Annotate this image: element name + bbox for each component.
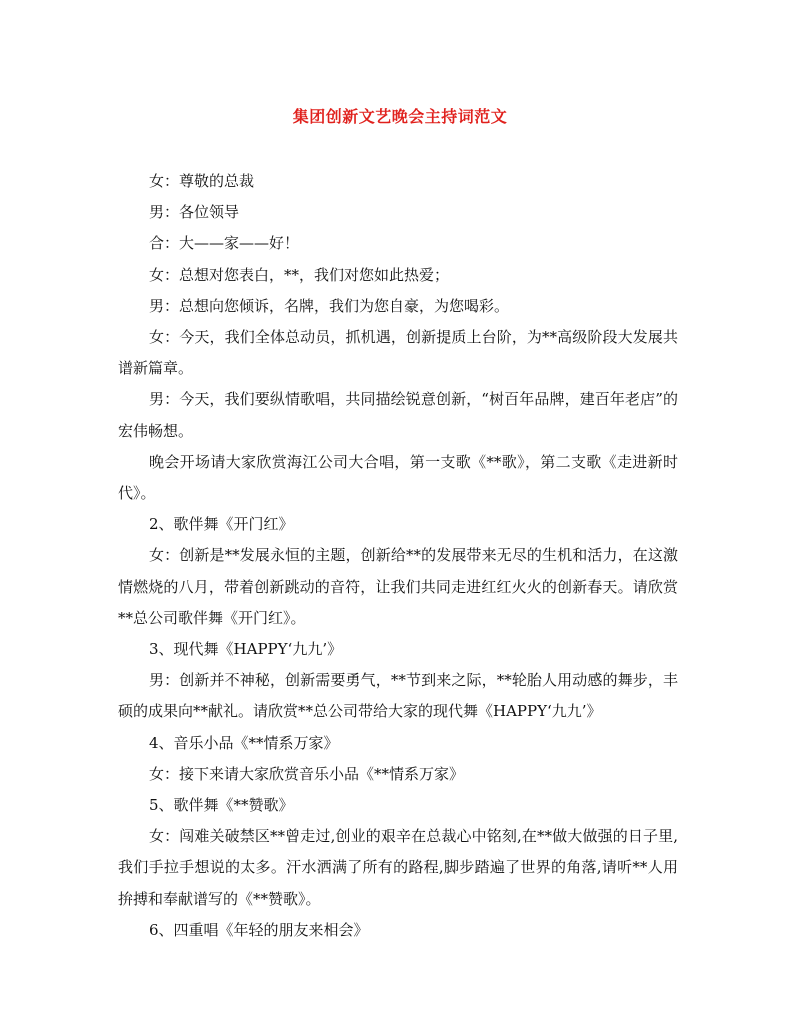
paragraph-8: 晚会开场请大家欣赏海江公司大合唱，第一支歌《**歌》，第二支歌《走进新时代》。 <box>118 452 678 503</box>
paragraph-12: 男：创新并不神秘，创新需要勇气，**节到来之际，**轮胎人用动感的舞步，丰硕的成果向**献礼。请欣赏**总公司带给大家的现代舞《HAPPY‘九九’》 <box>118 671 678 721</box>
document-body <box>118 166 678 946</box>
section-heading-6: 6、四重唱《年轻的朋友来相会》 <box>149 920 369 939</box>
section-heading-3: 3、现代舞《HAPPY‘九九’》 <box>149 640 343 659</box>
paragraph-6: 女：今天，我们全体总动员，抓机遇，创新提质上台阶，为**高级阶段大发展共谱新篇章。 <box>118 328 678 378</box>
paragraph-4: 女：总想对您表白，**，我们对您如此热爱； <box>149 265 450 284</box>
section-heading-4: 4、音乐小品《**情系万家》 <box>149 733 339 752</box>
paragraph-2: 男：各位领导 <box>149 203 240 222</box>
paragraph-7: 男：今天，我们要纵情歌唱，共同描绘锐意创新，“树百年品牌，建百年老店”的宏伟畅想。 <box>118 390 678 440</box>
paragraph-14: 女：接下来请大家欣赏音乐小品《**情系万家》 <box>149 764 465 783</box>
paragraph-5: 男：总想向您倾诉，名牌，我们为您自豪，为您喝彩。 <box>149 296 510 315</box>
paragraph-16: 女：闯难关破禁区**曾走过,创业的艰辛在总裁心中铭刻,在**做大做强的日子里,我们手拉手想说的太多。汗水洒满了所有的路程,脚步踏遍了世界的角落,请听**人用拚搏和奉献谱写的《**赞歌》。 <box>118 827 678 908</box>
paragraph-10: 女：创新是**发展永恒的主题，创新给**的发展带来无尽的生机和活力，在这激情燃烧的八月，带着创新跳动的音符，让我们共同走进红红火火的创新春天。请欣赏**总公司歌伴舞《开门红》。 <box>118 546 678 627</box>
paragraph-1: 女：尊敬的总裁 <box>149 172 255 190</box>
paragraph-3: 合：大——家——好！ <box>149 234 300 253</box>
document-title: 集团创新文艺晚会主持词范文 <box>292 107 508 126</box>
section-heading-2: 2、歌伴舞《开门红》 <box>149 515 294 534</box>
section-heading-5: 5、歌伴舞《**赞歌》 <box>149 796 294 815</box>
